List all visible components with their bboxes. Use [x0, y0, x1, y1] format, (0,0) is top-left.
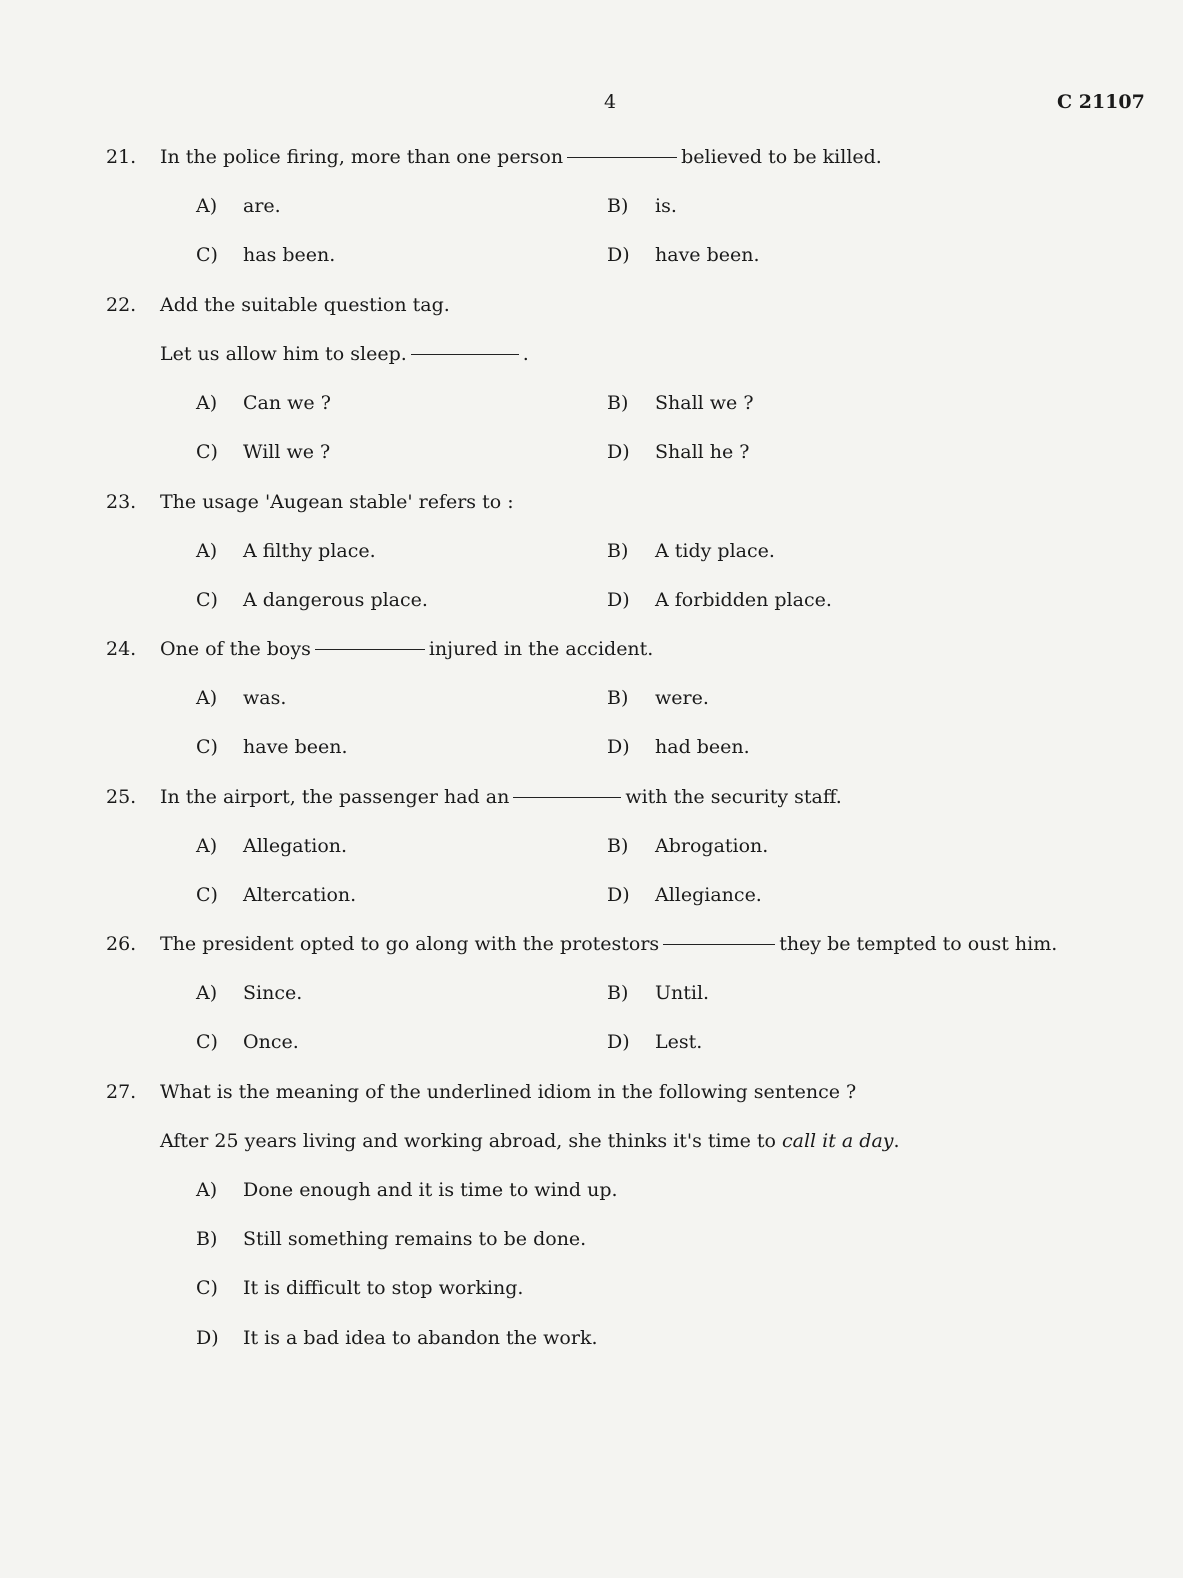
option-text: was. [243, 687, 287, 709]
option-label: C) [196, 244, 218, 266]
question-text: What is the meaning of the underlined idiom in the following sentence ? [160, 1081, 857, 1103]
option-text: were. [655, 687, 709, 709]
option-text: are. [243, 195, 281, 217]
question-text-after-blank: believed to be killed. [681, 146, 882, 168]
option-label: B) [607, 982, 629, 1004]
option-label: A) [196, 835, 218, 857]
option-label: D) [196, 1327, 219, 1349]
option-label: C) [196, 1031, 218, 1053]
option-label: A) [196, 982, 218, 1004]
idiom-text: call it a day [782, 1130, 894, 1152]
option-text: has been. [243, 244, 336, 266]
question-text-before-blank: One of the boys [160, 638, 311, 660]
answer-blank [513, 797, 621, 798]
option-text: Shall we ? [655, 392, 754, 414]
option-label: A) [196, 687, 218, 709]
question-number: 23. [106, 491, 137, 513]
question-number: 27. [106, 1081, 137, 1103]
question-text: Add the suitable question tag. [160, 294, 450, 316]
paper-code: C 21107 [1057, 91, 1145, 113]
option-text: Since. [243, 982, 303, 1004]
option-text: It is a bad idea to abandon the work. [243, 1327, 598, 1349]
option-label: A) [196, 540, 218, 562]
option-text: Still something remains to be done. [243, 1228, 587, 1250]
option-label: A) [196, 392, 218, 414]
question-text-before-blank: The president opted to go along with the protestors [160, 933, 660, 955]
option-text: have been. [243, 736, 348, 758]
option-label: D) [607, 736, 630, 758]
sentence-end: . [522, 343, 529, 365]
answer-blank [411, 354, 519, 355]
question-text [160, 637, 653, 661]
question-text [160, 785, 842, 809]
question-text-after-blank: they be tempted to oust him. [779, 933, 1058, 955]
option-label: B) [607, 195, 629, 217]
option-text: Allegation. [243, 835, 348, 857]
option-label: A) [196, 195, 218, 217]
option-text: A tidy place. [655, 540, 775, 562]
option-label: D) [607, 589, 630, 611]
option-label: B) [607, 392, 629, 414]
answer-blank [663, 944, 775, 945]
option-text: It is difficult to stop working. [243, 1277, 524, 1299]
sentence-text: After 25 years living and working abroad, she thinks it's time to [160, 1130, 776, 1152]
question-number: 24. [106, 638, 137, 660]
option-text: Shall he ? [655, 441, 750, 463]
option-label: A) [196, 1179, 218, 1201]
question-number: 22. [106, 294, 137, 316]
option-text: had been. [655, 736, 750, 758]
option-text: Abrogation. [655, 835, 769, 857]
option-label: C) [196, 589, 218, 611]
option-label: B) [607, 687, 629, 709]
option-text: is. [655, 195, 677, 217]
option-text: Allegiance. [655, 884, 762, 906]
answer-blank [567, 157, 677, 158]
option-text: Will we ? [243, 441, 331, 463]
page-number: 4 [604, 91, 617, 113]
answer-blank [315, 649, 425, 650]
question-sentence [160, 342, 529, 366]
question-text [160, 932, 1057, 956]
option-label: D) [607, 884, 630, 906]
question-text-before-blank: In the police firing, more than one person [160, 146, 564, 168]
option-label: C) [196, 884, 218, 906]
question-text [160, 145, 882, 169]
option-text: Can we ? [243, 392, 331, 414]
option-label: D) [607, 441, 630, 463]
option-text: Once. [243, 1031, 299, 1053]
option-label: C) [196, 441, 218, 463]
option-text: have been. [655, 244, 760, 266]
option-text: Altercation. [243, 884, 357, 906]
option-label: B) [607, 540, 629, 562]
option-label: B) [196, 1228, 218, 1250]
option-label: B) [607, 835, 629, 857]
question-number: 25. [106, 786, 137, 808]
option-label: C) [196, 1277, 218, 1299]
question-text: The usage 'Augean stable' refers to : [160, 491, 514, 513]
option-text: A forbidden place. [655, 589, 832, 611]
option-text: Until. [655, 982, 710, 1004]
question-text-after-blank: with the security staff. [625, 786, 842, 808]
sentence-text: Let us allow him to sleep. [160, 343, 407, 365]
option-label: D) [607, 1031, 630, 1053]
option-text: A filthy place. [243, 540, 376, 562]
option-label: D) [607, 244, 630, 266]
question-sentence [160, 1129, 900, 1153]
question-number: 26. [106, 933, 137, 955]
option-text: Done enough and it is time to wind up. [243, 1179, 618, 1201]
option-label: C) [196, 736, 218, 758]
question-text-before-blank: In the airport, the passenger had an [160, 786, 510, 808]
sentence-end: . [893, 1130, 900, 1152]
question-number: 21. [106, 146, 137, 168]
question-text-after-blank: injured in the accident. [428, 638, 654, 660]
option-text: Lest. [655, 1031, 703, 1053]
option-text: A dangerous place. [243, 589, 428, 611]
